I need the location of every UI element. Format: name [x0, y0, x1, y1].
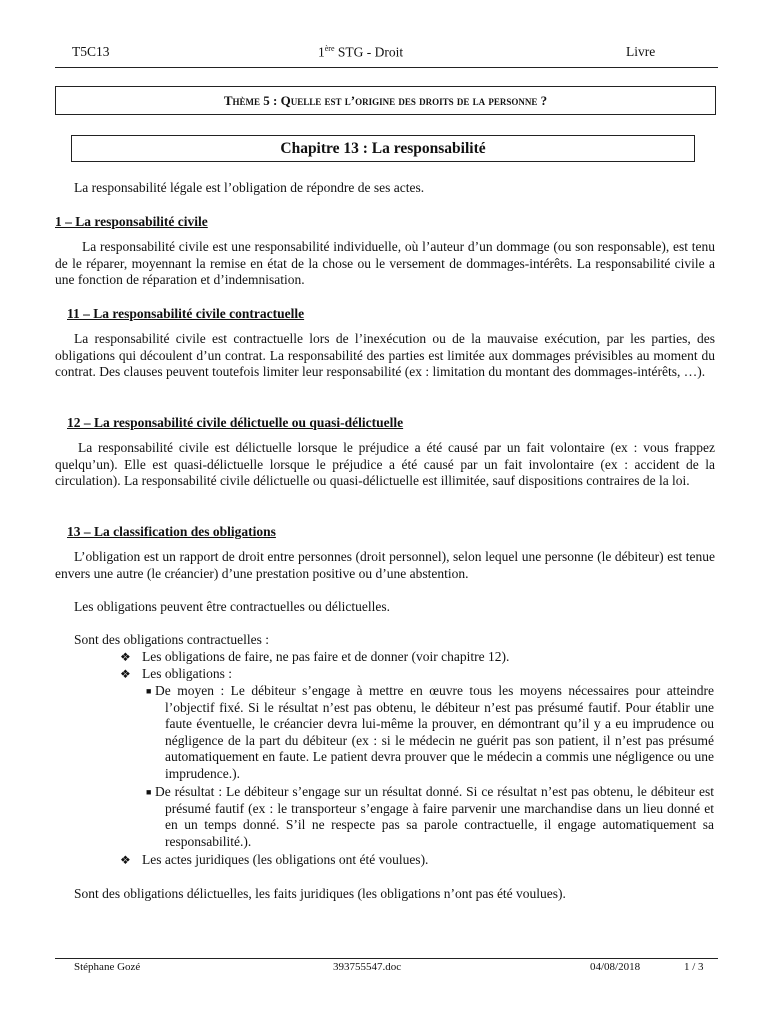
section-13-text-2: Les obligations peuvent être contractuelles ou délictuelles. — [74, 599, 391, 614]
sub-item-de-moyen-text: De moyen : Le débiteur s’engage à mettre en œuvre tous les moyens nécessaires pour atteindre l’objectif fixé. Si le résultat n’est pas obtenu, le débiteur n’est pas présumé fautif. Pour établir une faute éventuelle, le créancier devra lui-même la prouver, en démontrant qu’il y a eu imprudence ou négligence de la part du débiteur (ex : si le médecin ne guérit pas son patient, il n’est pas présumé automatiquement en faute. Le patient devra prouver que le médecin a commis une négligence ou une imprudence.). — [155, 683, 714, 781]
diamond-bullet-icon: ❖ — [120, 853, 131, 867]
section-13-text-3: Sont des obligations contractuelles : — [74, 632, 269, 647]
footer-page-number: 1 / 3 — [684, 961, 704, 973]
sub-item-de-moyen — [155, 683, 714, 782]
header-divider — [55, 67, 718, 68]
section-11-heading: 11 – La responsabilité civile contractuelle — [67, 306, 305, 321]
header-code: T5C13 — [72, 44, 110, 59]
section-1-text: La responsabilité civile est une responsabilité individuelle, où l’auteur d’un dommage (ou son responsable), est tenu de le réparer, moyennant la remise en état de la chose ou le versement de dommages-intérêts. La responsabilité civile a une fonction de réparation et d’indemnisation. — [55, 239, 715, 287]
chapter-title: Chapitre 13 : La responsabilité — [71, 135, 695, 162]
header-level: 1ère STG - Droit — [318, 44, 404, 60]
theme-title: Thème 5 : Quelle est l’origine des droits de la personne ? — [55, 86, 716, 115]
square-bullet-icon: ■ — [146, 686, 152, 696]
sub-item-de-resultat — [155, 784, 714, 850]
header-book: Livre — [626, 44, 656, 59]
square-bullet-icon: ■ — [146, 787, 152, 797]
bullet-item-3: Les actes juridiques (les obligations ont été voulues). — [142, 852, 429, 867]
section-13-heading: 13 – La classification des obligations — [67, 524, 276, 539]
footer-file: 393755547.doc — [333, 961, 402, 973]
footer-author: Stéphane Gozé — [74, 961, 141, 973]
footer-date: 04/08/2018 — [590, 961, 641, 973]
section-13-text-1: L’obligation est un rapport de droit entre personnes (droit personnel), selon lequel une personne (le débiteur) est tenue envers une autre (le créancier) d’une prestation positive ou d’une abstention. — [55, 549, 715, 581]
bullet-item-1: Les obligations de faire, ne pas faire et de donner (voir chapitre 12). — [142, 649, 510, 664]
intro-paragraph: La responsabilité légale est l’obligation de répondre de ses actes. — [74, 180, 425, 195]
section-13-text-4: Sont des obligations délictuelles, les faits juridiques (les obligations n’ont pas été voulues). — [74, 886, 566, 901]
sub-item-de-resultat-text: De résultat : Le débiteur s’engage sur un résultat donné. Si ce résultat n’est pas obtenu, le débiteur est présumé fautif (ex : le transporteur s’engage à faire parvenir une marchandise dans un lieu donné et en un temps donné. S’il ne respecte pas sa parole contractuelle, il engage automatiquement sa responsabilité.). — [155, 784, 714, 849]
section-12-text: La responsabilité civile est délictuelle lorsque le préjudice a été causé par un fait volontaire (ex : vous frappez quelqu’un). Elle est quasi-délictuelle lorsque le préjudice a été causé par un fait involontaire (ex : accident de la circulation). La responsabilité civile délictuelle ou quasi-délictuelle est illimitée, sauf dispositions contraires de la loi. — [55, 440, 715, 488]
diamond-bullet-icon: ❖ — [120, 667, 131, 681]
section-11-text: La responsabilité civile est contractuelle lors de l’inexécution ou de la mauvaise exécution, par les parties, des obligations qui découlent d’un contrat. La responsabilité des parties est limitée aux dommages prévisibles au moment du contrat. Des clauses peuvent toutefois limiter leur responsabilité (ex : limitation du montant des dommages-intérêts, …). — [55, 331, 715, 379]
section-12-heading: 12 – La responsabilité civile délictuelle ou quasi-délictuelle — [67, 415, 404, 430]
bullet-item-2: Les obligations : — [142, 666, 232, 681]
diamond-bullet-icon: ❖ — [120, 650, 131, 664]
footer-divider — [55, 958, 718, 959]
section-1-heading: 1 – La responsabilité civile — [55, 214, 208, 229]
page-header — [55, 44, 715, 60]
